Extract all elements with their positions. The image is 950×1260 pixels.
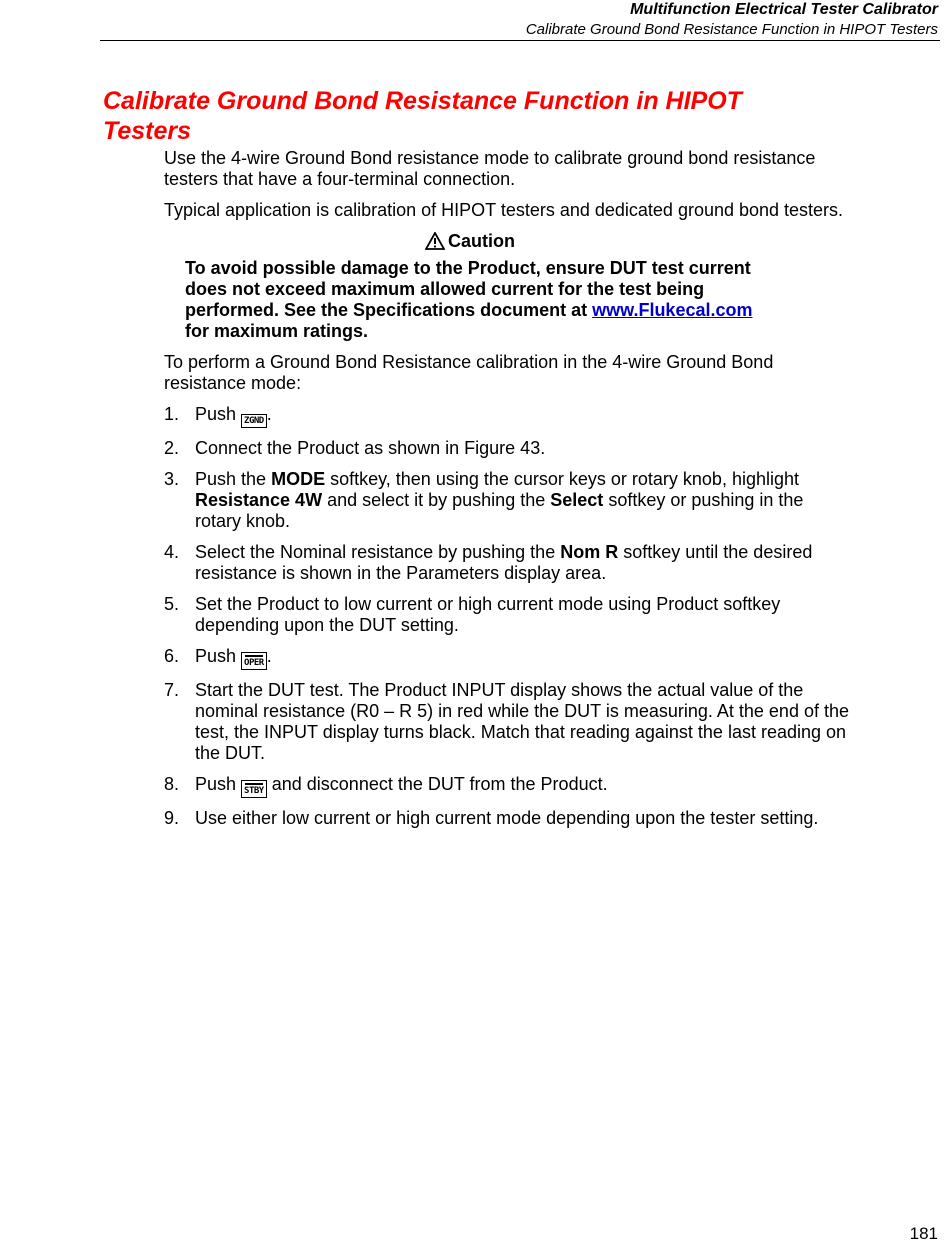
step-text: softkey, then using the cursor keys or rotary knob, highlight — [330, 469, 799, 489]
caution-heading — [185, 231, 755, 252]
page-number: 181 — [909, 1224, 938, 1243]
step-text: . — [266, 404, 272, 424]
nom-r-softkey-label: Nom R — [560, 542, 619, 562]
header-title: Multifunction Electrical Tester Calibrator — [630, 1, 938, 18]
step-text: Connect the Product as shown in Figure 43. — [195, 438, 546, 458]
caution-body: To avoid possible damage to the Product, ensure DUT test current does not exceed maximum allowed current for the test being performed. See the Specifications document at — [185, 258, 751, 320]
step-text: and select it by pushing the — [327, 490, 546, 510]
step-number: 4. — [164, 542, 180, 562]
caution-tail: for maximum ratings. — [185, 321, 369, 341]
step-number: 8. — [164, 774, 180, 794]
flukecal-link[interactable]: www.Flukecal.com — [592, 300, 753, 320]
caution-block — [185, 231, 755, 342]
step-8 — [164, 774, 854, 798]
procedure-lead: To perform a Ground Bond Resistance calibration in the 4-wire Ground Bond resistance mode: — [164, 352, 774, 393]
step-text: Push — [195, 646, 237, 666]
procedure-steps — [164, 404, 854, 829]
stby-key-icon: STBY — [241, 780, 267, 798]
step-number: 5. — [164, 594, 180, 614]
step-text: . — [266, 646, 272, 666]
select-softkey-label: Select — [550, 490, 604, 510]
step-number: 2. — [164, 438, 180, 458]
step-7 — [164, 680, 854, 764]
mode-softkey-label: MODE — [271, 469, 326, 489]
step-9 — [164, 808, 854, 829]
section-body — [164, 148, 854, 839]
step-4 — [164, 542, 854, 584]
step-number: 3. — [164, 469, 180, 489]
oper-key-icon: OPER — [241, 652, 267, 670]
section-heading: Calibrate Ground Bond Resistance Function in HIPOT Testers — [103, 87, 742, 145]
intro-paragraph-2: Typical application is calibration of HIPOT testers and dedicated ground bond testers. — [164, 200, 844, 220]
step-5 — [164, 594, 854, 636]
step-number: 9. — [164, 808, 180, 828]
warning-triangle-icon — [425, 232, 445, 250]
step-1 — [164, 404, 854, 428]
step-6 — [164, 646, 854, 670]
step-text: and disconnect the DUT from the Product. — [271, 774, 608, 794]
step-number: 1. — [164, 404, 180, 424]
zgnd-key-icon: ZGND — [241, 414, 267, 428]
step-text: Push the — [195, 469, 267, 489]
step-text: Use either low current or high current mode depending upon the tester setting. — [195, 808, 819, 828]
step-text: softkey until the desired resistance is shown in the Parameters display area. — [195, 542, 813, 583]
header-subtitle: Calibrate Ground Bond Resistance Function in HIPOT Testers — [525, 21, 938, 38]
step-2 — [164, 438, 854, 459]
step-text: Set the Product to low current or high current mode using Product softkey depending upon the DUT setting. — [195, 594, 781, 635]
step-text: Push — [195, 404, 237, 424]
header-rule — [100, 40, 940, 41]
step-text: softkey or pushing in the rotary knob. — [195, 490, 804, 531]
step-number: 7. — [164, 680, 180, 700]
step-text: Start the DUT test. The Product INPUT display shows the actual value of the nominal resistance (R0 – R 5) in red while the DUT is measuring. At the end of the test, the INPUT display turns black. Match that reading against the last reading on the DUT. — [195, 680, 849, 763]
step-text: Select the Nominal resistance by pushing the — [195, 542, 556, 562]
step-number: 6. — [164, 646, 180, 666]
running-header — [526, 0, 938, 40]
resistance-4w-label: Resistance 4W — [195, 490, 323, 510]
caution-text — [185, 258, 755, 342]
caution-title: Caution — [448, 231, 515, 251]
step-text: Push — [195, 774, 237, 794]
intro-paragraph-1: Use the 4-wire Ground Bond resistance mode to calibrate ground bond resistance testers that have a four-terminal connection. — [164, 148, 816, 189]
step-3 — [164, 469, 854, 532]
